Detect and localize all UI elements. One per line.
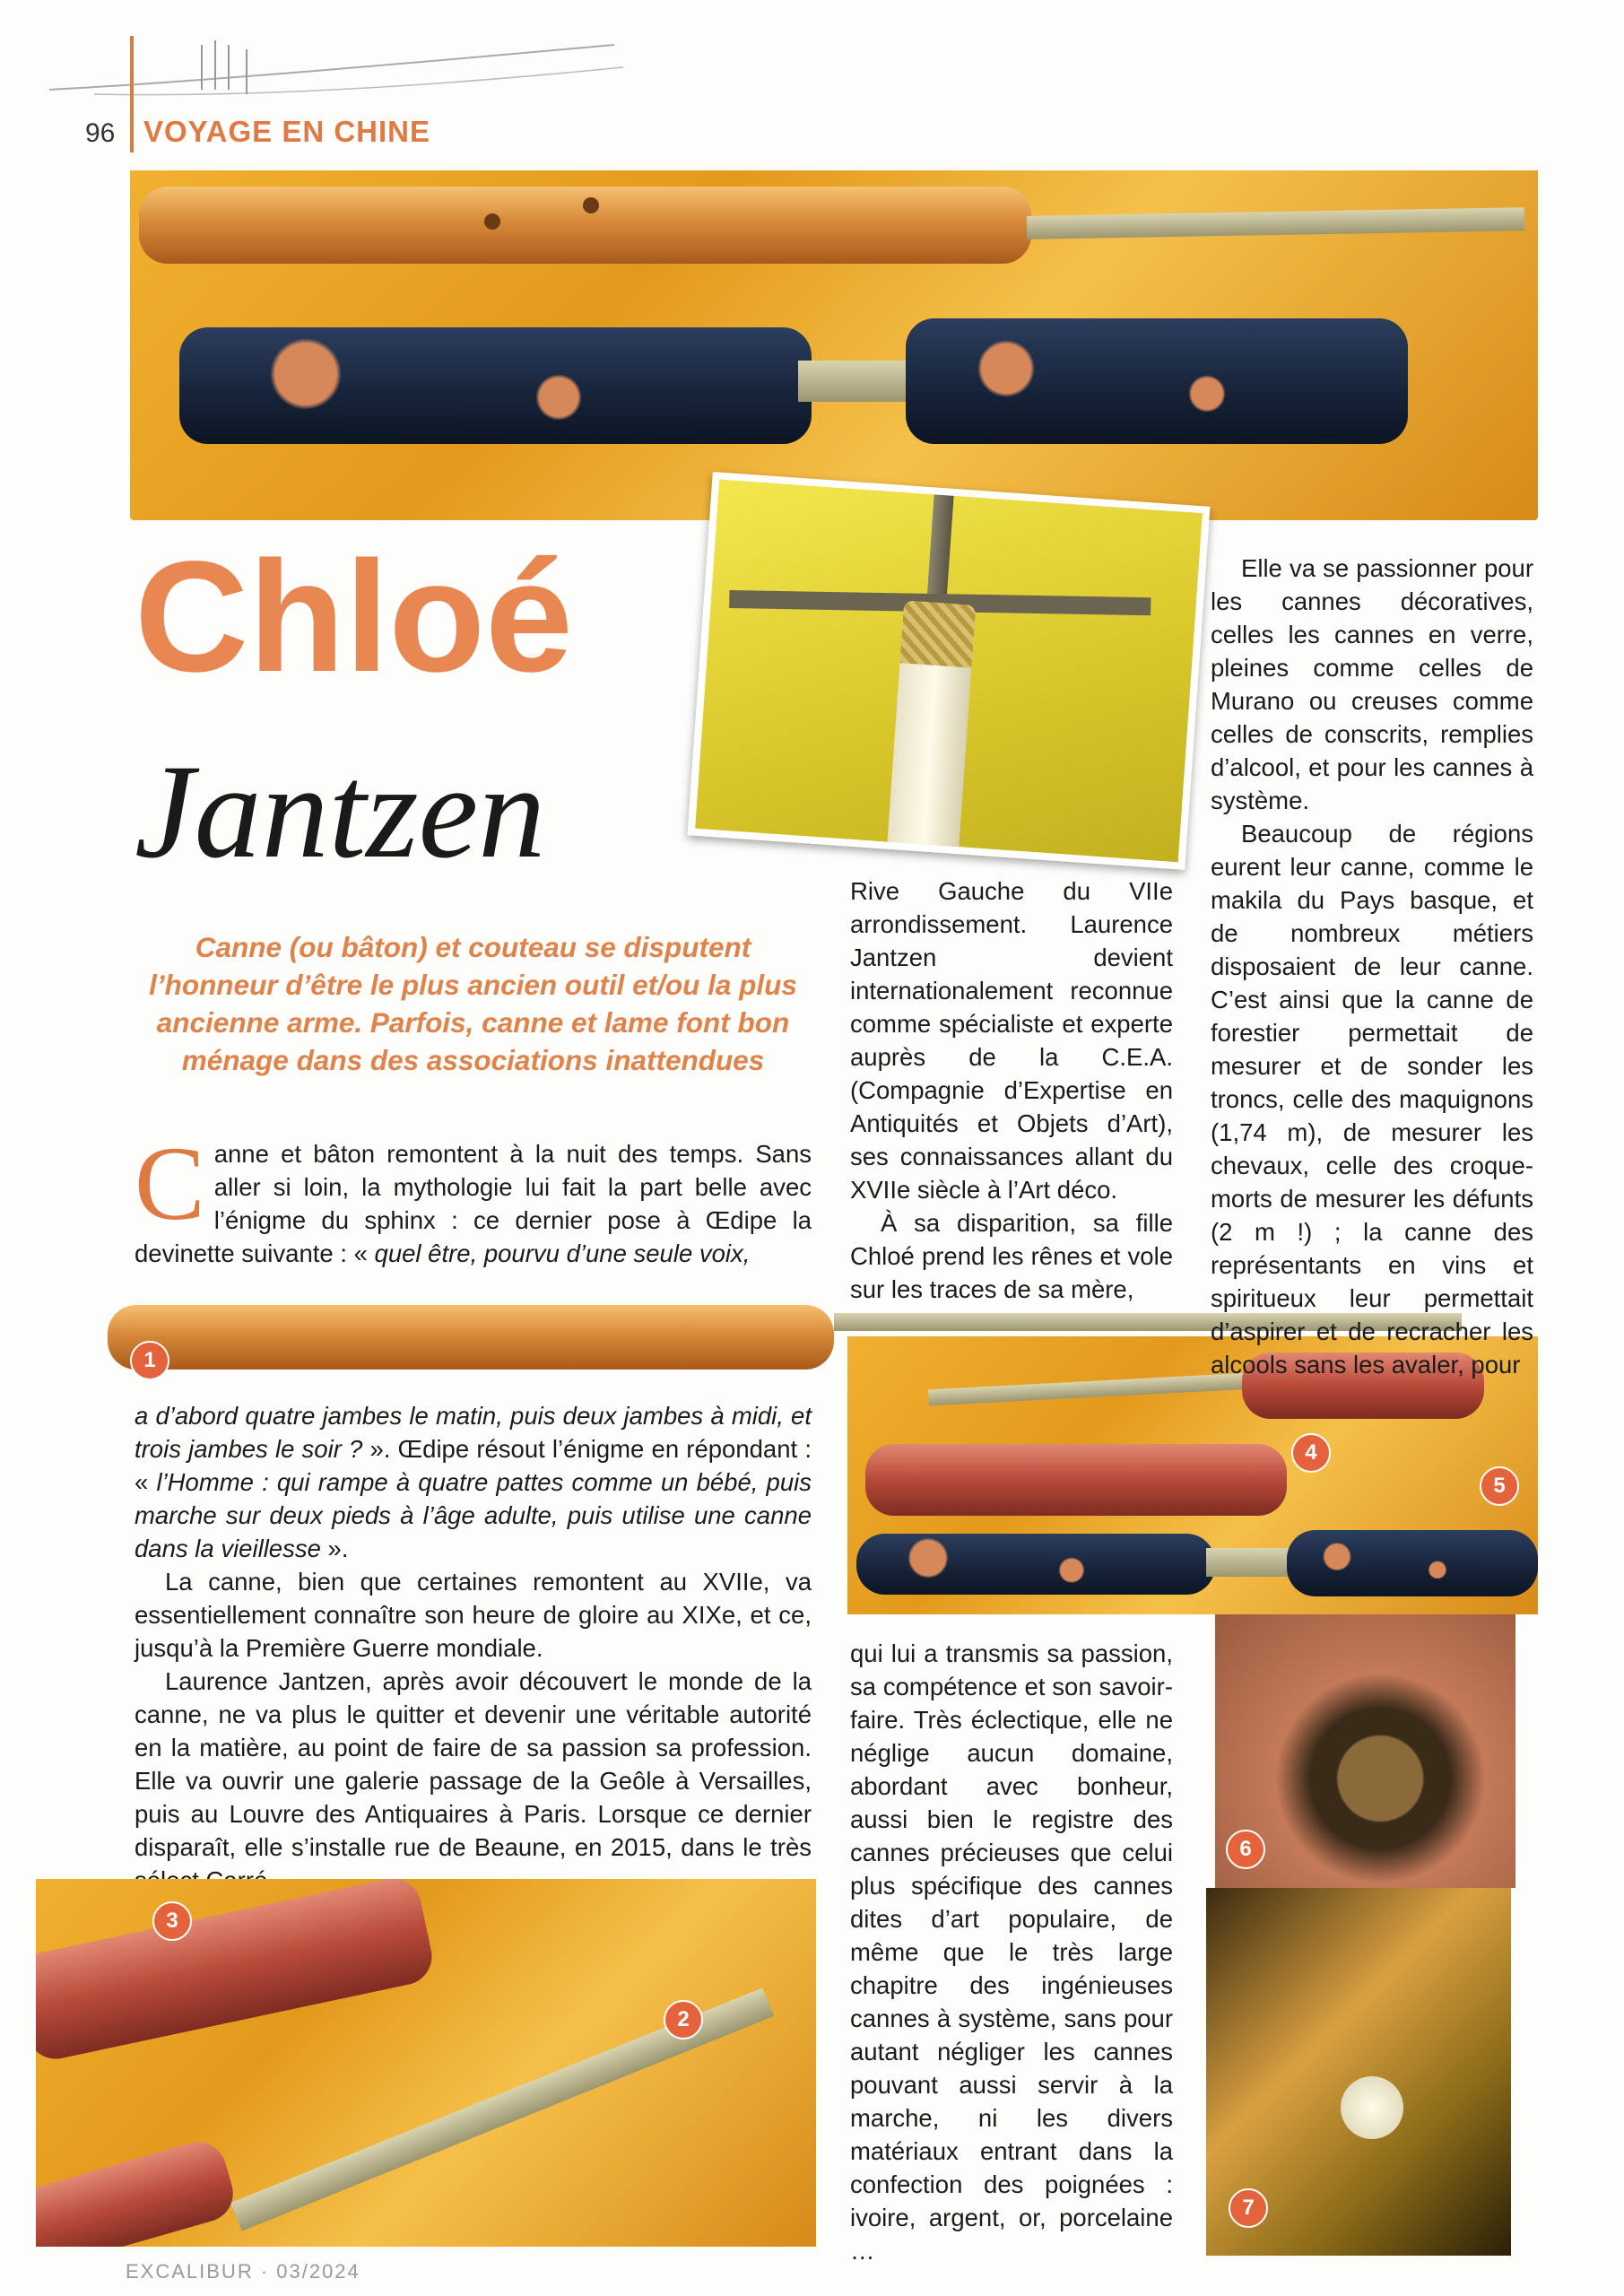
photo-2-3-canes (36, 1879, 816, 2247)
photo-1-cane (108, 1305, 843, 1371)
title-first-name: Chloé (135, 529, 573, 705)
photo-4-label: 4 (1291, 1433, 1331, 1473)
toledo-blade (1027, 207, 1524, 239)
section-title: VOYAGE EN CHINE (143, 115, 431, 148)
paragraph-history: La canne, bien que certaines remontent au XVIIe, va essentiellement connaître son heure de gloire au XIXe, et ce, jusqu’à la Première Guerre mondiale. (135, 1568, 812, 1662)
dark-cane-handle (179, 327, 812, 444)
lead-paragraph: Canne (ou bâton) et couteau se disputent l’honneur d’être le plus ancien outil et/ou la plus ancienne arme. Parfois, canne et lame font bon ménage dans des associations inattendues (149, 931, 797, 1076)
hero-photo-canes (130, 170, 1538, 520)
paragraph-laurence: Laurence Jantzen, après avoir découvert le monde de la canne, ne va plus le quitter et devenir une véritable autorité en la matière, au point de faire de sa passion sa profession. Elle va ouvrir une galerie passage de la Geôle à Versailles, puis au Louvre des Antiquaires à Paris. Lorsque ce dernier disparaît, elle s’installe rue de Beaune, en 2015, dans le très (135, 1667, 812, 1861)
article-right: Elle va se passionner pour les cannes décoratives, celles les cannes en verre, pleines comme celles de Murano ou creuses comme celles de conscrits, remplies d’alcool, et pour les cannes à système. Beaucoup de régions eurent leur canne, comme le makila du Pays basque, et de nombreux métiers disposaient de leur canne. C’est ainsi que la canne de forestier permettait de mesurer et de sonder les troncs, celle des maquignons (1,74 m), de mesurer les chevaux, celle des croque-morts de mesurer les défunts (2 m !) ; la canne des représentants en vins et spiritueux leur permettait d’aspirer et de recracher les alcools sans les avaler, pour (1211, 554, 1533, 1378)
page-number: 96 (85, 118, 116, 148)
drop-cap: C (135, 1125, 205, 1242)
article-middle-top: Rive Gauche du VIIe arrondissement. Laurence Jantzen devient internationalement reconnue comme spécialiste et experte auprès de la C.E.A. (Compagnie d’Expertise en Antiquités et Objets d’Art), ses connaissances allant du XVIIe siècle à l’Art déco. À sa disparition, sa fille Chloé prend les rênes et vole sur les traces de sa mère, (850, 877, 1173, 1303)
footer-magazine: EXCALIBUR · 03/2024 (126, 2260, 360, 2283)
photo-2-label: 2 (664, 2000, 703, 2039)
header-accent-bar (130, 36, 134, 152)
article-middle-bottom: qui lui a transmis sa passion, sa compétence et son savoir-faire. Très éclectique, elle ne néglige aucun domaine, abordant avec bonheur, aussi bien le registre des cannes précieuses que celui plus spécifique des cannes dites d’art populaire, de même que le très large chapitre des ingénieuses cannes à système, sans pour autant négliger les cannes pouvant aussi servir à la marche, ni les divers matériaux entrant dans la confection des poignées : ivoire, argent, or, porcelaine … (850, 1639, 1173, 2265)
article-intro: Canne et bâton remontent à la nuit des temps. Sans aller si loin, la mythologie lui fait la part belle avec l’énigme du sphinx : ce dernier pose à Œdipe la devinette suivante : « quel être, pourvu d’une seule voix, (135, 1125, 812, 1267)
photo-5-label: 5 (1480, 1466, 1519, 1506)
article-left-continued: a d’abord quatre jambes le matin, puis deux jambes à midi, et trois jambes le soir ? ». Œdipe résout l’énigme en répondant : « l’Homme : qui rampe à quatre pattes comme un bébé, puis marche sur deux pieds à l’âge adulte, puis utilise une canne dans la vieillesse ». La canne, bien que certaines remontent au XVIIe, va essentiellement connaître son heure de gloire au XIXe, et ce, jusqu’à la Première Guerre mondiale. Laurence Jantzen, après avoir découvert le monde de la canne, ne va plus le quitter et devenir une véritable autorité en la matière, au point de faire de sa passion sa profession. Elle va ouvrir une galerie passage de la Geôle à Versailles, puis au Louvre des Antiquaires à Paris. Lorsque ce dernier disparaît, elle s’installe rue de Beaune, en 2015, dans le très (135, 1399, 812, 1897)
photo-1-label: 1 (130, 1341, 169, 1380)
photo-6-label: 6 (1226, 1830, 1265, 1869)
photo-3-label: 3 (152, 1901, 192, 1941)
photo-7-label: 7 (1229, 2188, 1268, 2228)
dark-cane-sheath (906, 318, 1408, 444)
title-last-name: Jantzen (135, 737, 546, 886)
inset-photo-guard (688, 472, 1211, 870)
